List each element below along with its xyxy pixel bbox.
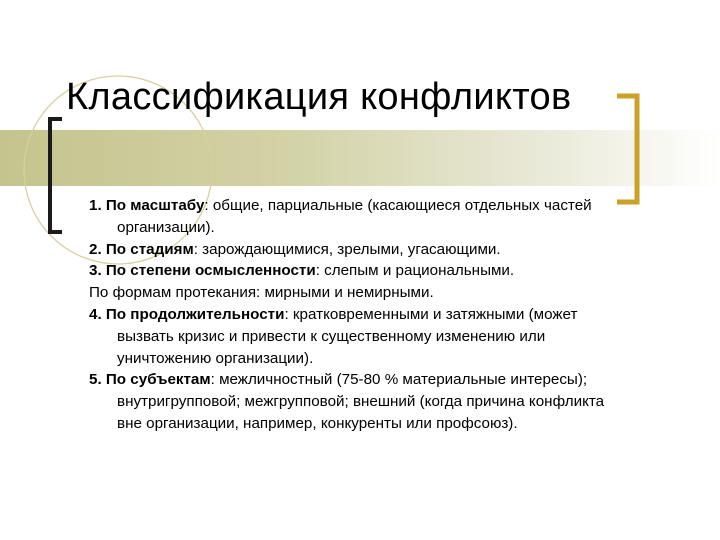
item-text: : кратковременными и затяжными (может вызвать кризис и привести к существенному изменению или уничтожению организации). (117, 305, 578, 367)
list-item (89, 369, 619, 434)
list-item (89, 260, 619, 282)
right-bracket (617, 96, 637, 202)
item-lead: 4. По продолжительности (89, 305, 285, 323)
classification-list (89, 195, 619, 435)
list-item (89, 282, 619, 304)
item-text: : межличностный (75-80 % материальные интересы); внутригрупповой; межгрупповой; внешний (когда причина конфликта вне организации, например, конкуренты или профсоюз). (117, 371, 605, 432)
item-lead: 2. По стадиям (89, 240, 194, 258)
item-text: : слепым и рациональными. (315, 262, 515, 280)
list-item (89, 239, 619, 261)
slide-title: Классификация конфликтов (66, 76, 572, 118)
list-item (89, 304, 619, 369)
item-lead: 5. По субъектам (89, 371, 211, 389)
item-text: : общие, парциальные (касающиеся отдельных частей организации). (117, 197, 592, 236)
item-text: : зарождающимися, зрелыми, угасающими. (193, 240, 501, 258)
left-bracket (50, 119, 62, 232)
item-lead: 1. По масштабу (89, 197, 205, 214)
item-lead: 3. По степени осмысленности (89, 262, 316, 280)
item-text: По формам протекания: мирными и немирными. (89, 284, 434, 302)
list-item (89, 195, 619, 239)
